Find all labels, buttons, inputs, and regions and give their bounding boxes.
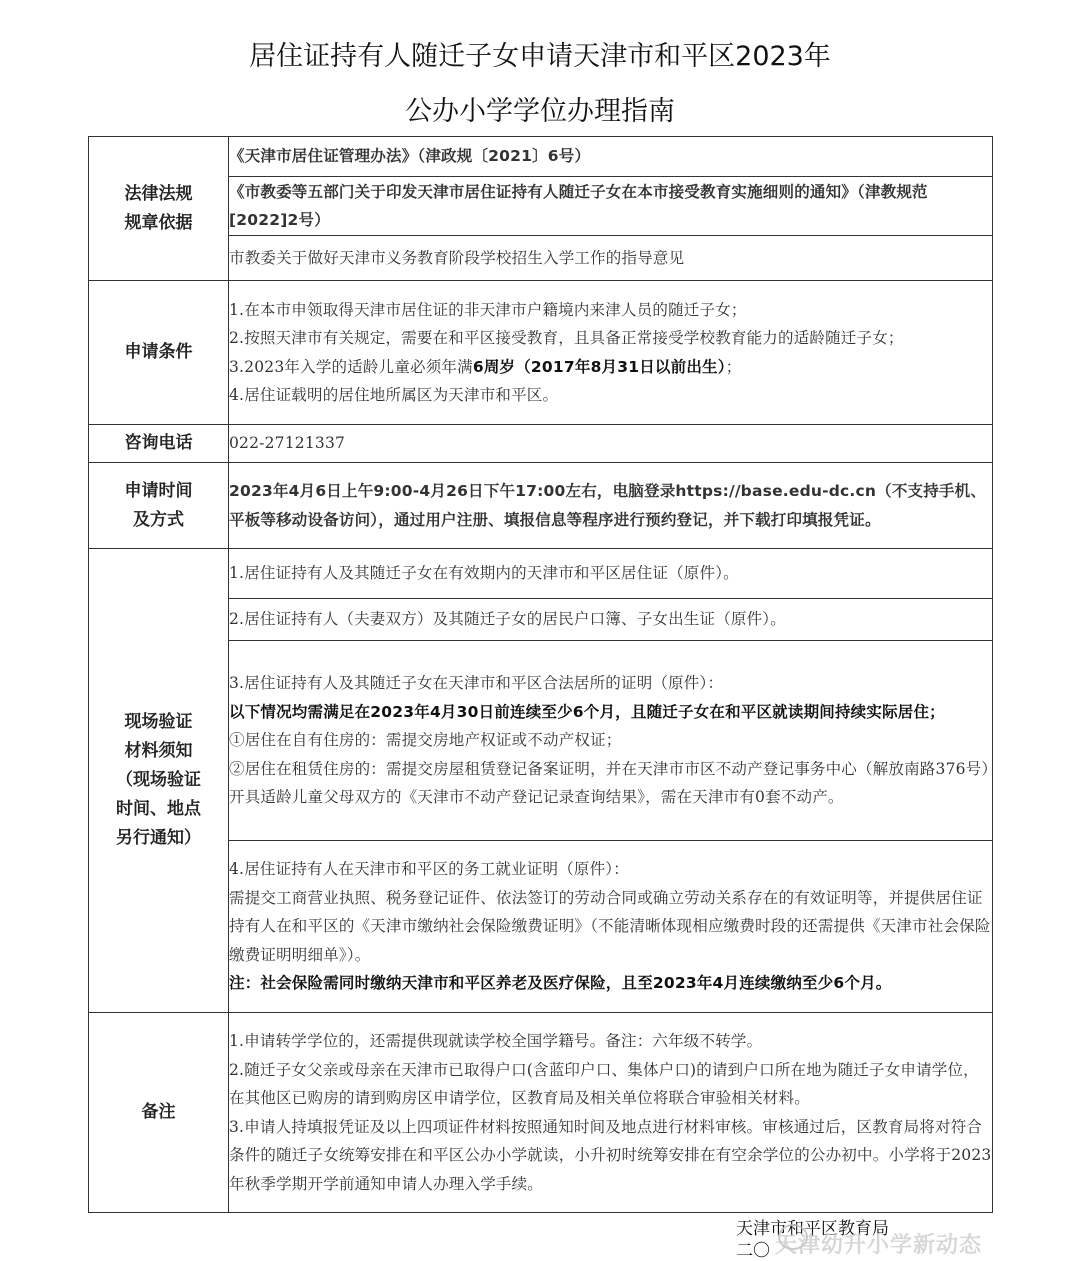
phone-value: 022-27121337: [229, 425, 993, 463]
condition-item-2: 2.按照天津市有关规定，需要在和平区接受教育，且具备正常接受学校教育能力的适龄随迁子女；: [229, 329, 904, 347]
condition-3-end: ；: [725, 357, 742, 376]
material-3-own: ①居住在自有住房的：需提交房地产权证或不动产权证；: [229, 731, 622, 750]
material-item-4: [229, 841, 993, 1013]
label-conditions: 申请条件: [89, 281, 229, 425]
label-phone: 咨询电话: [89, 425, 229, 463]
material-item-3: [229, 641, 993, 841]
material-4-note: 注：社会保险需同时缴纳天津市和平区养老及医疗保险，且至2023年4月连续缴纳至少6个月。: [229, 974, 892, 993]
table-row-time: [89, 463, 993, 549]
legal-item-3: 市教委关于做好天津市义务教育阶段学校招生入学工作的指导意见: [229, 236, 993, 281]
label-line: 规章依据: [124, 212, 193, 233]
condition-3-text: 3.2023年入学的适龄儿童必须年满: [229, 357, 473, 376]
condition-item-4: 4.居住证载明的居住地所属区为天津市和平区。: [229, 386, 559, 404]
condition-item-3: [229, 353, 992, 382]
label-line: 及方式: [133, 509, 184, 530]
material-item-1: 1.居住证持有人及其随迁子女在有效期内的天津市和平区居住证（原件）。: [229, 549, 993, 599]
legal-item-2: 《市教委等五部门关于印发天津市居住证持有人随迁子女在本市接受教育实施细则的通知》（津教规范[2022]2号）: [229, 177, 993, 236]
remark-item-2: 2.随迁子女父亲或母亲在天津市已取得户口(含蓝印户口、集体户口)的请到户口所在地为随迁子女申请学位，在其他区已购房的请到购房区申请学位，区教育局及相关单位将联合审验相关材料。: [229, 1060, 979, 1107]
label-line: 另行通知）: [116, 828, 201, 848]
issue-date-partial: 二〇: [736, 1241, 770, 1261]
condition-item-1: 1.在本市申领取得天津市居住证的非天津市户籍境内来津人员的随迁子女；: [229, 300, 747, 319]
table-row-phone: [89, 425, 993, 463]
document-title-line1: 居住证持有人随迁子女申请天津市和平区2023年: [249, 41, 831, 72]
condition-3-bold: 6周岁（2017年8月31日以前出生）: [472, 357, 726, 376]
material-3-head: 3.居住证持有人及其随迁子女在天津市和平区合法居所的证明（原件）：: [229, 674, 724, 693]
material-item-2: 2.居住证持有人（夫妻双方）及其随迁子女的居民户口簿、子女出生证（原件）。: [229, 599, 993, 641]
label-line: 申请时间: [124, 480, 193, 501]
guide-table: [88, 136, 993, 1213]
material-4-head: 4.居住证持有人在天津市和平区的务工就业证明（原件）：: [229, 860, 629, 879]
material-3-rent: ②居住在租赁住房的：需提交房屋租赁登记备案证明，并在天津市市区不动产登记事务中心（解放南路376号）开具适龄儿童父母双方的《天津市不动产登记记录查询结果》，需在天津市有0套不动产。: [229, 759, 990, 807]
label-line: 材料须知: [124, 741, 193, 761]
table-row-materials-1: [89, 549, 993, 599]
label-legal-basis: [89, 137, 229, 281]
conditions-list: [229, 281, 993, 425]
watermark-text: 天津幼升小学新动态: [775, 1233, 983, 1258]
remarks-list: [229, 1013, 993, 1213]
material-3-bold: 以下情况均需满足在2023年4月30日前连续至少6个月，且随迁子女在和平区就读期间持续实际居住；: [229, 702, 945, 721]
table-row-conditions: [89, 281, 993, 425]
legal-item-1: 《天津市居住证管理办法》（津政规〔2021〕6号）: [229, 137, 993, 177]
time-method-text: 2023年4月6日上午9:00-4月26日下午17:00左右，电脑登录https://base.edu-dc.cn（不支持手机、平板等移动设备访问），通过用户注册、填报信息等程序进行预约登记，并下载打印填报凭证。: [229, 463, 993, 549]
remark-item-1: 1.申请转学学位的，还需提供现就读学校全国学籍号。备注：六年级不转学。: [229, 1032, 763, 1050]
label-line: 法律法规: [124, 183, 193, 204]
label-time-method: [89, 463, 229, 549]
label-line: 时间、地点: [116, 799, 201, 819]
table-row-legal-1: [89, 137, 993, 177]
material-4-body: 需提交工商营业执照、税务登记证件、依法签订的劳动合同或确立劳动关系存在的有效证明等，并提供居住证持有人在和平区的《天津市缴纳社会保险缴费证明》（不能清晰体现相应缴费时段的还需提供《天津市社会保险缴费证明明细单》）。: [229, 888, 991, 964]
remark-item-3: 3.申请人持填报凭证及以上四项证件材料按照通知时间及地点进行材料审核。审核通过后，区教育局将对符合条件的随迁子女统筹安排在和平区公办小学就读，小升初时统筹安排在有空余学位的公办初中。小学将于2023年秋季学期开学前通知申请人办理入学手续。: [229, 1117, 992, 1193]
label-materials: [89, 549, 229, 1013]
document-title-line2: 公办小学学位办理指南: [405, 96, 675, 127]
label-remarks: 备注: [89, 1013, 229, 1213]
issuer-signature: 天津市和平区教育局: [736, 1219, 889, 1239]
label-line: 现场验证: [124, 712, 193, 732]
label-line: （现场验证: [116, 770, 201, 790]
table-row-remarks: [89, 1013, 993, 1213]
